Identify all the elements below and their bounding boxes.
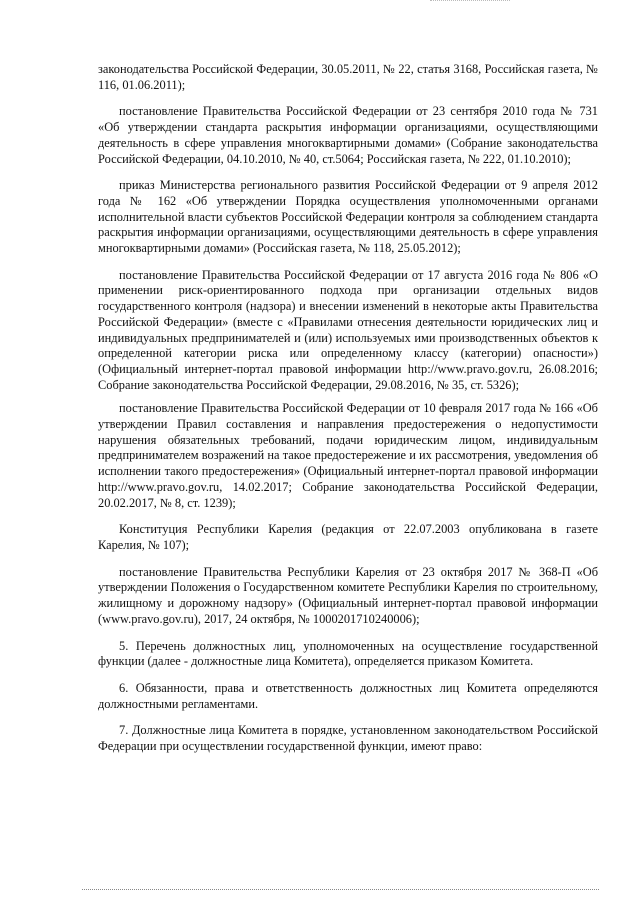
document-body bbox=[98, 62, 598, 766]
paragraph-decree-806: постановление Правительства Российской Федерации от 17 августа 2016 года № 806 «О применении риск-ориентированного подхода при организации отдельных видов государственного контроля (надзора) и внесении изменений в некоторые акты Правительства Российской Федерации» (вместе с «Правилами отнесения деятельности юридических лиц и индивидуальных предпринимателей и (или) используемых ими производственных объектов к определенной категории риска или определенному классу (категории) опасности») (Официальный интернет-портал правовой информации http://www.pravo.gov.ru, 26.08.2016; Собрание законодательства Российской Федерации, 29.08.2016, № 35, ст. 5326); bbox=[98, 267, 598, 392]
paragraph-decree-731: постановление Правительства Российской Федерации от 23 сентября 2010 года № 731 «Об утверждении стандарта раскрытия информации организациями, осуществляющими деятельность в сфере управления многоквартирными домами» (Собрание законодательства Российской Федерации, 04.10.2010, № 40, ст.5064; Российская газета, № 222, 01.10.2010); bbox=[98, 104, 598, 166]
paragraph-decree-166: постановление Правительства Российской Федерации от 10 февраля 2017 года № 166 «Об утверждении Правил составления и направления предостережения о недопустимости нарушения обязательных требований, подачи юридическим лицом, индивидуальным предпринимателем возражений на такое предостережение и их рассмотрения, уведомления об исполнении такого предостережения» (Официальный интернет-портал правовой информации http://www.pravo.gov.ru, 14.02.2017; Собрание законодательства Российской Федерации, 20.02.2017, № 8, ст. 1239); bbox=[98, 401, 598, 510]
paragraph-decree-368p: постановление Правительства Республики Карелия от 23 октября 2017 № 368-П «Об утверждении Положения о Государственном комитете Республики Карелия по строительному, жилищному и дорожному надзору» (Официальный интернет-портал правовой информации (www.pravo.gov.ru), 2017, 24 октября, № 1000201710240006); bbox=[98, 564, 598, 626]
bottom-rule bbox=[82, 889, 599, 890]
paragraph-order-162: приказ Министерства регионального развития Российской Федерации от 9 апреля 2012 года № 162 «Об утверждении Порядка осуществления уполномоченными органами исполнительной власти субъектов Российской Федерации контроля за соблюдением стандарта раскрытия информации организациями, осуществляющими деятельность в сфере управления многоквартирными домами» (Российская газета, № 118, 25.05.2012); bbox=[98, 178, 598, 256]
scan-mark bbox=[430, 0, 510, 4]
paragraph-continuation: законодательства Российской Федерации, 30.05.2011, № 22, статья 3168, Российская газета, № 116, 01.06.2011); bbox=[98, 62, 598, 92]
paragraph-item-7: 7. Должностные лица Комитета в порядке, установленном законодательством Российской Федерации при осуществлении государственной функции, имеют право: bbox=[98, 723, 598, 754]
paragraph-item-5: 5. Перечень должностных лиц, уполномоченных на осуществление государственной функции (далее - должностные лица Комитета), определяется приказом Комитета. bbox=[98, 638, 598, 669]
paragraph-item-6: 6. Обязанности, права и ответственность должностных лиц Комитета определяются должностными регламентами. bbox=[98, 680, 598, 711]
paragraph-constitution-karelia: Конституция Республики Карелия (редакция от 22.07.2003 опубликована в газете Карелия, № 107); bbox=[98, 522, 598, 552]
